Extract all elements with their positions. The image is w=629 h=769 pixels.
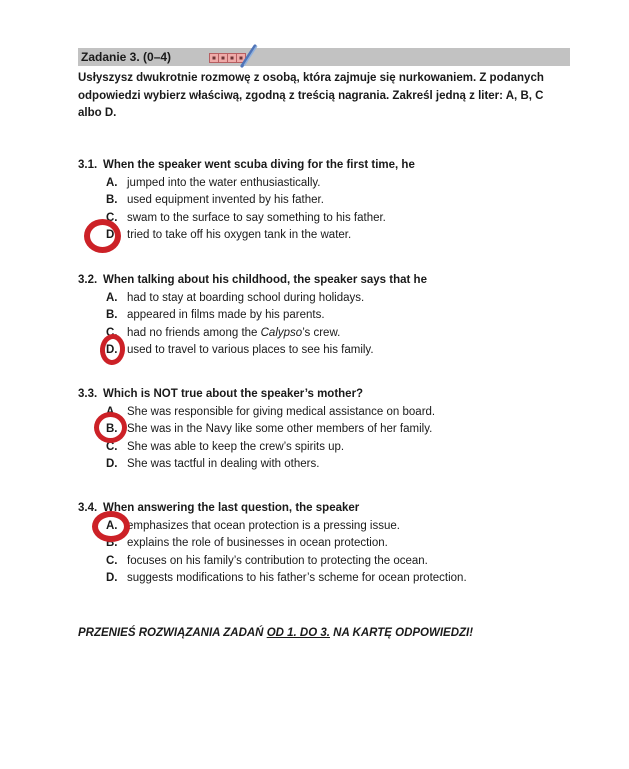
question-text: Which is NOT true about the speaker’s mother? xyxy=(103,388,364,400)
question-number: 3.1. xyxy=(78,159,98,171)
option-text: swam to the surface to say something to his father. xyxy=(127,211,386,224)
option-a xyxy=(106,518,588,536)
option-text: She was in the Navy like some other members of her family. xyxy=(127,423,433,435)
option-d xyxy=(106,342,588,360)
option-c xyxy=(106,210,588,228)
option-d xyxy=(106,456,588,474)
question-text: When answering the last question, the speaker xyxy=(103,502,360,514)
options-list xyxy=(106,290,588,360)
question-heading xyxy=(78,386,588,404)
instruction-line: Usłyszysz dwukrotnie rozmowę z osobą, która zajmuje się nurkowaniem. Z podanych xyxy=(78,72,544,84)
option-a xyxy=(106,404,588,422)
option-text: She was tactful in dealing with others. xyxy=(127,458,320,470)
option-letter: A. xyxy=(106,519,118,532)
option-c xyxy=(106,325,588,343)
task-title: Zadanie 3. (0–4) xyxy=(81,50,172,64)
question-text: When talking about his childhood, the speaker says that he xyxy=(103,274,427,286)
option-b xyxy=(106,535,588,553)
option-letter: D. xyxy=(106,344,118,356)
option-c xyxy=(106,439,588,457)
option-text: She was responsible for giving medical assistance on board. xyxy=(127,405,436,418)
option-letter: C. xyxy=(106,211,118,224)
footer-text-underlined: OD 1. DO 3. xyxy=(266,627,330,639)
option-letter: C. xyxy=(106,554,118,567)
instruction-line: odpowiedzi wybierz właściwą, zgodną z treścią nagrania. Zakreśl jedną z liter: A, B, C xyxy=(78,89,544,102)
question-3-3 xyxy=(78,386,588,474)
option-letter: A. xyxy=(106,291,118,304)
option-text: suggests modifications to his father’s scheme for ocean protection. xyxy=(127,572,467,584)
options-list xyxy=(106,175,588,245)
instruction-line: albo D. xyxy=(78,107,117,119)
option-text: tried to take off his oxygen tank in the water. xyxy=(127,229,352,241)
option-text: explains the role of businesses in ocean protection. xyxy=(127,537,388,549)
option-letter: A. xyxy=(106,405,118,418)
option-letter: B. xyxy=(106,537,118,549)
option-letter: C. xyxy=(106,440,118,453)
question-3-2 xyxy=(78,272,588,360)
option-letter: B. xyxy=(106,423,118,435)
question-heading xyxy=(78,157,588,175)
option-letter: B. xyxy=(106,194,118,206)
option-a xyxy=(106,290,588,308)
footer-text-before: PRZENIEŚ ROZWIĄZANIA ZADAŃ xyxy=(78,627,267,639)
transfer-answers-note xyxy=(78,627,588,639)
task-header-bar xyxy=(78,48,570,66)
option-letter: C. xyxy=(106,326,118,339)
option-text: had to stay at boarding school during holidays. xyxy=(127,291,365,304)
option-c xyxy=(106,553,588,571)
option-d xyxy=(106,570,588,588)
question-number: 3.2. xyxy=(78,274,98,286)
option-text: jumped into the water enthusiastically. xyxy=(127,176,321,189)
option-b xyxy=(106,192,588,210)
option-b xyxy=(106,307,588,325)
option-text: appeared in films made by his parents. xyxy=(127,309,325,321)
question-text: When the speaker went scuba diving for the first time, he xyxy=(103,159,415,171)
option-text: She was able to keep the crew’s spirits up. xyxy=(127,440,345,453)
options-list xyxy=(106,404,588,474)
option-text: had no friends among the Calypso’s crew. xyxy=(127,326,341,339)
question-3-4 xyxy=(78,500,588,588)
question-heading xyxy=(78,500,588,518)
question-number: 3.4. xyxy=(78,502,98,514)
option-d xyxy=(106,227,588,245)
footer-text-after: NA KARTĘ ODPOWIEDZI! xyxy=(329,627,474,639)
option-letter: B. xyxy=(106,309,118,321)
question-3-1 xyxy=(78,157,588,245)
option-letter: A. xyxy=(106,176,118,189)
option-text: used equipment invented by his father. xyxy=(127,194,324,206)
option-letter: D. xyxy=(106,458,118,470)
question-heading xyxy=(78,272,588,290)
option-a xyxy=(106,175,588,193)
option-text: focuses on his family’s contribution to protecting the ocean. xyxy=(127,554,428,567)
question-number: 3.3. xyxy=(78,388,98,400)
option-letter: D. xyxy=(106,229,118,241)
task-instructions xyxy=(78,70,578,123)
option-text: emphasizes that ocean protection is a pressing issue. xyxy=(127,519,400,532)
options-list xyxy=(106,518,588,588)
answer-boxes-icon xyxy=(210,54,246,63)
option-text: used to travel to various places to see his family. xyxy=(127,344,374,356)
option-letter: D. xyxy=(106,572,118,584)
option-b xyxy=(106,421,588,439)
